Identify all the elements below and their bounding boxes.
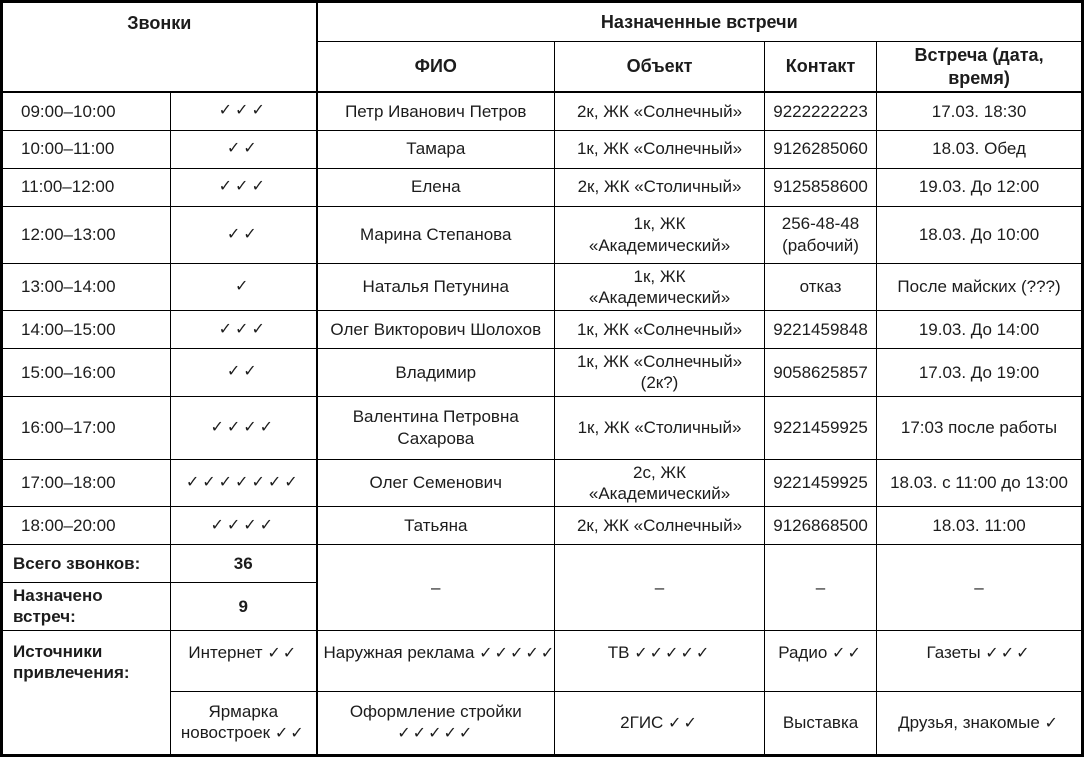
calls-checks-cell: ✓✓ <box>171 130 317 168</box>
time-slot-cell: 14:00–15:00 <box>2 311 171 349</box>
time-slot-cell: 09:00–10:00 <box>2 92 171 130</box>
source-cell-internet <box>171 630 317 691</box>
time-slot-cell: 10:00–11:00 <box>2 130 171 168</box>
object-cell: 2с, ЖК «Академический» <box>555 459 765 507</box>
source-cell-radio <box>765 630 877 691</box>
contact-cell: 9058625857 <box>765 349 877 397</box>
source-label: Радио <box>778 642 828 662</box>
table-row <box>2 263 1083 311</box>
source-cell-tv <box>555 630 765 691</box>
source-cell-outdoor-ads <box>317 630 555 691</box>
object-cell: 1к, ЖК «Академический» <box>555 263 765 311</box>
calls-checks-cell: ✓✓✓✓ <box>171 507 317 545</box>
meeting-cell: 18.03. Обед <box>877 130 1083 168</box>
object-cell: 1к, ЖК «Солнечный» (2к?) <box>555 349 765 397</box>
calls-checks-cell: ✓✓✓ <box>171 168 317 206</box>
contact-cell: 9221459848 <box>765 311 877 349</box>
table-row <box>2 206 1083 263</box>
fio-dash-cell: – <box>317 545 555 631</box>
fio-cell: Татьяна <box>317 507 555 545</box>
source-label: 2ГИС <box>620 712 664 732</box>
object-cell: 2к, ЖК «Столичный» <box>555 168 765 206</box>
summary-row-total-calls <box>2 545 1083 583</box>
time-slot-cell: 17:00–18:00 <box>2 459 171 507</box>
calls-checks-cell: ✓✓✓✓ <box>171 396 317 459</box>
source-cell-exhibition <box>765 691 877 755</box>
table-row <box>2 92 1083 130</box>
object-cell: 1к, ЖК «Столичный» <box>555 396 765 459</box>
contact-cell: 9221459925 <box>765 459 877 507</box>
source-label: Друзья, знакомые <box>898 712 1040 732</box>
table-row <box>2 311 1083 349</box>
source-checks: ✓✓ <box>267 644 299 662</box>
meeting-cell: 17:03 после работы <box>877 396 1083 459</box>
fio-cell: Олег Семенович <box>317 459 555 507</box>
header-calls: Звонки <box>2 2 317 93</box>
fio-cell: Тамара <box>317 130 555 168</box>
fio-cell: Наталья Петунина <box>317 263 555 311</box>
time-slot-cell: 13:00–14:00 <box>2 263 171 311</box>
calls-checks-cell: ✓✓✓✓✓✓✓ <box>171 459 317 507</box>
source-label: ТВ <box>607 642 630 662</box>
fio-cell: Петр Иванович Петров <box>317 92 555 130</box>
sources-label: Источники привлечения: <box>2 630 171 755</box>
contact-cell: 9222222223 <box>765 92 877 130</box>
meeting-cell: 19.03. До 14:00 <box>877 311 1083 349</box>
source-cell-2gis <box>555 691 765 755</box>
meeting-cell: 18.03. с 11:00 до 13:00 <box>877 459 1083 507</box>
calls-checks-cell: ✓✓✓ <box>171 92 317 130</box>
meeting-cell: 17.03. 18:30 <box>877 92 1083 130</box>
table-row <box>2 507 1083 545</box>
contact-cell: 9221459925 <box>765 396 877 459</box>
contact-cell: отказ <box>765 263 877 311</box>
source-checks: ✓✓ <box>668 714 699 732</box>
object-cell: 2к, ЖК «Солнечный» <box>555 92 765 130</box>
meetings-count-label: Назначено встреч: <box>2 583 171 631</box>
object-cell: 1к, ЖК «Солнечный» <box>555 130 765 168</box>
source-cell-new-buildings-fair <box>171 691 317 755</box>
table-row <box>2 349 1083 397</box>
source-checks: ✓✓✓✓✓ <box>634 644 712 662</box>
total-calls-value: 36 <box>171 545 317 583</box>
source-label: Наружная реклама <box>323 642 475 662</box>
table-row <box>2 459 1083 507</box>
meeting-cell: После майских (???) <box>877 263 1083 311</box>
source-label: Ярмарка новостроек <box>180 701 279 743</box>
source-checks: ✓✓✓✓✓ <box>479 644 557 662</box>
table-row <box>2 130 1083 168</box>
meeting-cell: 17.03. До 19:00 <box>877 349 1083 397</box>
time-slot-cell: 18:00–20:00 <box>2 507 171 545</box>
time-slot-cell: 16:00–17:00 <box>2 396 171 459</box>
object-cell: 2к, ЖК «Солнечный» <box>555 507 765 545</box>
meeting-dash-cell: – <box>877 545 1083 631</box>
time-slot-cell: 11:00–12:00 <box>2 168 171 206</box>
source-checks: ✓✓✓ <box>985 644 1032 662</box>
fio-cell: Валентина Петровна Сахарова <box>317 396 555 459</box>
col-header-object: Объект <box>555 42 765 93</box>
meeting-cell: 19.03. До 12:00 <box>877 168 1083 206</box>
col-header-contact: Контакт <box>765 42 877 93</box>
table-row <box>2 168 1083 206</box>
object-dash-cell: – <box>555 545 765 631</box>
object-cell: 1к, ЖК «Солнечный» <box>555 311 765 349</box>
source-checks: ✓✓✓✓✓ <box>397 725 475 743</box>
contact-dash-cell: – <box>765 545 877 631</box>
time-slot-cell: 12:00–13:00 <box>2 206 171 263</box>
source-label: Оформление стройки <box>349 701 522 721</box>
header-meetings: Назначенные встречи <box>317 2 1083 42</box>
source-cell-friends <box>877 691 1083 755</box>
source-cell-newspapers <box>877 630 1083 691</box>
calls-checks-cell: ✓✓ <box>171 206 317 263</box>
object-cell: 1к, ЖК «Академический» <box>555 206 765 263</box>
calls-checks-cell: ✓ <box>171 263 317 311</box>
fio-cell: Елена <box>317 168 555 206</box>
col-header-fio: ФИО <box>317 42 555 93</box>
source-cell-construction-site <box>317 691 555 755</box>
meetings-count-value: 9 <box>171 583 317 631</box>
header-row-groups <box>2 2 1083 42</box>
meeting-cell: 18.03. 11:00 <box>877 507 1083 545</box>
meeting-cell: 18.03. До 10:00 <box>877 206 1083 263</box>
source-checks: ✓✓ <box>274 725 306 743</box>
calls-checks-cell: ✓✓✓ <box>171 311 317 349</box>
source-label: Интернет <box>188 642 263 662</box>
fio-cell: Владимир <box>317 349 555 397</box>
col-header-meeting-datetime: Встреча (дата, время) <box>877 42 1083 93</box>
fio-cell: Марина Степанова <box>317 206 555 263</box>
contact-cell: 9125858600 <box>765 168 877 206</box>
source-label: Выставка <box>782 712 859 732</box>
fio-cell: Олег Викторович Шолохов <box>317 311 555 349</box>
source-label: Газеты <box>926 642 981 662</box>
contact-cell: 256-48-48 (рабочий) <box>765 206 877 263</box>
table-row <box>2 396 1083 459</box>
contact-cell: 9126868500 <box>765 507 877 545</box>
time-slot-cell: 15:00–16:00 <box>2 349 171 397</box>
source-checks: ✓✓ <box>832 644 863 662</box>
total-calls-label: Всего звонков: <box>2 545 171 583</box>
contact-cell: 9126285060 <box>765 130 877 168</box>
sources-row-1 <box>2 630 1083 691</box>
calls-checks-cell: ✓✓ <box>171 349 317 397</box>
source-checks: ✓ <box>1044 714 1060 732</box>
